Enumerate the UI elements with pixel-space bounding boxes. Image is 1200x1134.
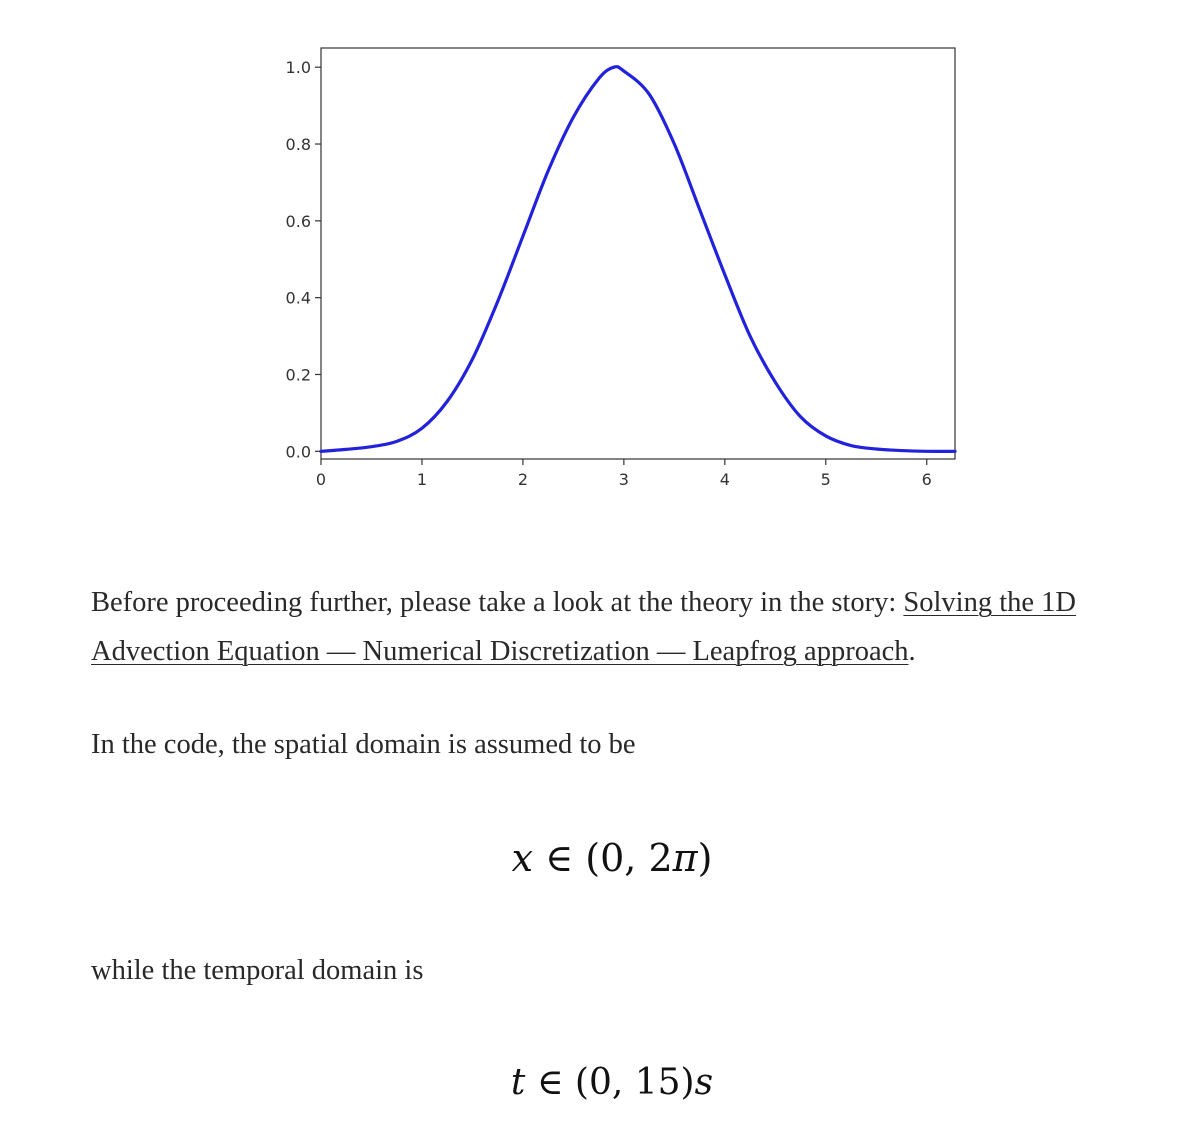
x-tick-label: 1 <box>416 470 428 489</box>
x-tick-label: 0 <box>315 470 327 489</box>
eq-close-paren: ) <box>697 836 713 880</box>
x-tick-label: 3 <box>618 470 629 489</box>
paragraph-spatial-domain: In the code, the spatial domain is assumed to be <box>91 729 636 760</box>
paragraph-theory-reference <box>91 578 1121 676</box>
y-axis <box>286 58 321 461</box>
eq-interval: ∈ (0, 2 <box>533 836 673 880</box>
x-tick-label: 4 <box>719 470 730 489</box>
plot-frame <box>321 48 955 459</box>
paragraph-temporal-domain: while the temporal domain is <box>91 955 424 986</box>
gaussian-plot <box>250 40 970 500</box>
y-tick-label: 0.4 <box>285 288 311 308</box>
eq-variable-x: x <box>511 836 533 880</box>
equation-spatial-domain <box>12 836 1200 880</box>
y-tick-label: 0.8 <box>285 135 311 155</box>
eq-interval: ∈ (0, 15) <box>525 1062 695 1103</box>
eq-unit-s: s <box>694 1062 714 1103</box>
x-tick-label: 2 <box>517 470 529 489</box>
series-line <box>321 67 955 452</box>
y-tick-label: 0.6 <box>285 211 311 231</box>
y-tick-label: 0.0 <box>285 442 311 462</box>
eq-variable-t: t <box>510 1062 526 1103</box>
paragraph-period: . <box>908 636 916 667</box>
y-tick-label: 1.0 <box>285 58 311 78</box>
x-axis <box>316 459 932 489</box>
paragraph-text: Before proceeding further, please take a look at the theory in the story: <box>91 587 904 618</box>
y-tick-label: 0.2 <box>285 365 311 385</box>
equation-temporal-domain <box>12 1062 1200 1103</box>
x-tick-label: 5 <box>820 470 831 489</box>
x-tick-label: 6 <box>921 470 932 489</box>
story-link[interactable]: Solving the 1D Advection Equation — Numerical Discretization — Leapfrog approach <box>91 587 1076 667</box>
eq-pi-symbol: π <box>672 836 698 880</box>
